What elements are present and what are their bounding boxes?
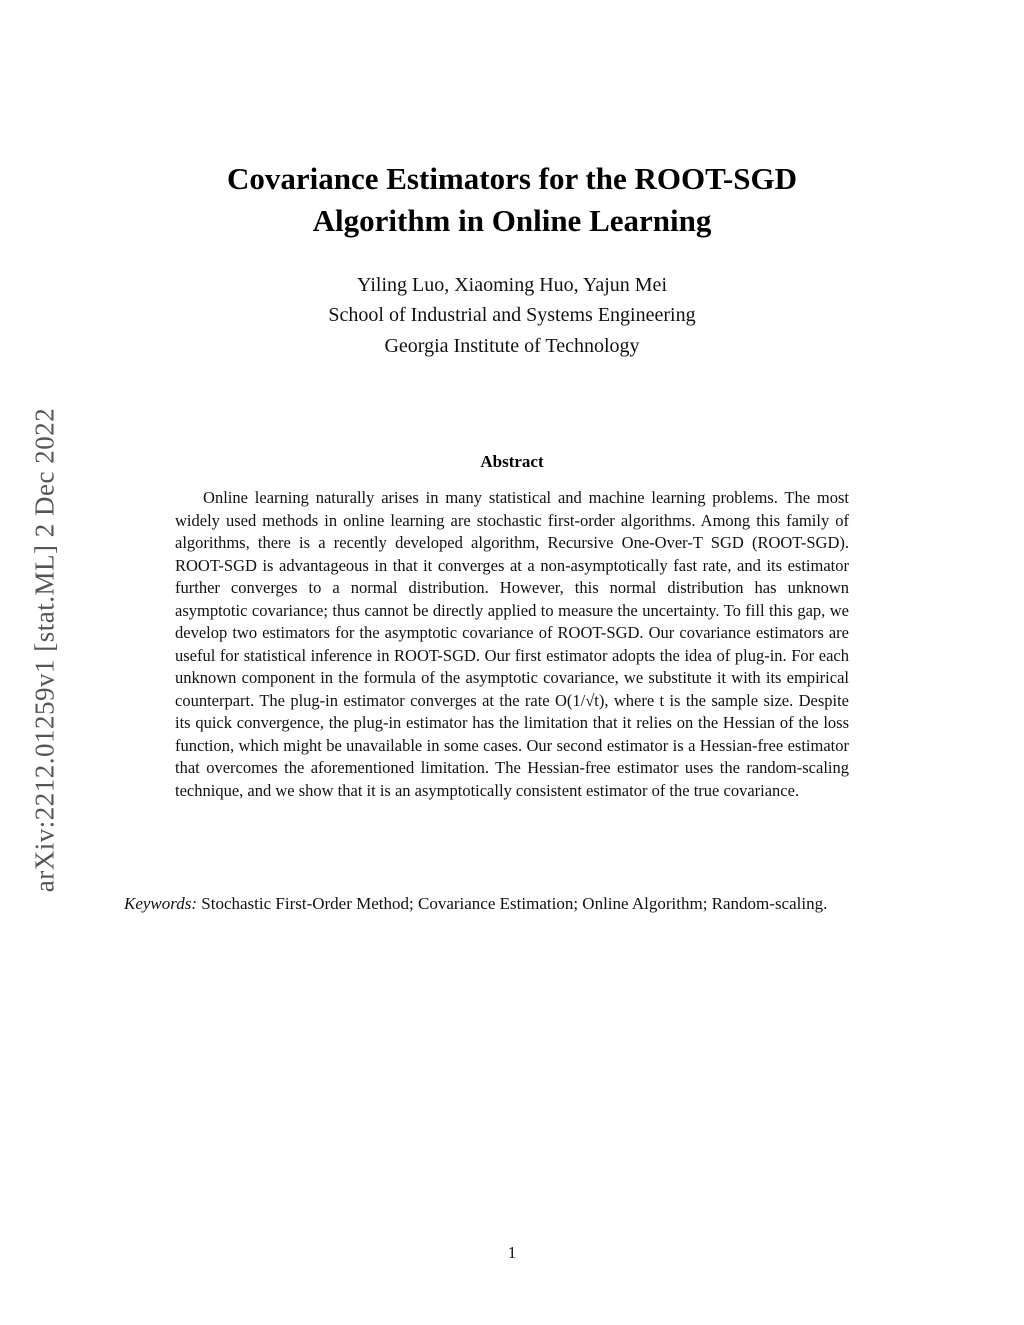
paper-title <box>0 158 1024 241</box>
page-number: 1 <box>507 1243 517 1262</box>
affiliation-line-2: Georgia Institute of Technology <box>384 334 640 357</box>
keywords-line <box>124 891 902 917</box>
paper-title-line-1: Covariance Estimators for the ROOT-SGD <box>226 161 798 196</box>
paper-title-line-2: Algorithm in Online Learning <box>312 202 712 238</box>
keywords-label: Keywords: <box>124 894 198 913</box>
arxiv-identifier-stamp: arXiv:2212.01259v1 [stat.ML] 2 Dec 2022 <box>29 407 60 893</box>
affiliation-line-1: School of Industrial and Systems Engineering <box>328 304 696 327</box>
authors-line: Yiling Luo, Xiaoming Huo, Yajun Mei <box>356 274 667 296</box>
keywords-text: Stochastic First-Order Method; Covariance Estimation; Online Algorithm; Random-scaling. <box>197 894 828 913</box>
authors-block <box>0 270 1024 361</box>
abstract-heading: Abstract <box>480 452 544 471</box>
abstract-text: Online learning naturally arises in many statistical and machine learning problems. The most widely used methods in online learning are stochastic first-order algorithms. Among this family of algorithms, there is a recently developed algorithm, Recursive One-Over-T SGD (ROOT-SGD). ROOT-SGD is advantageous in that it converges at a non-asymptotically fast rate, and its estimator further converges to a normal distribution. However, this normal distribution has unknown asymptotic covariance; thus cannot be directly applied to measure the uncertainty. To fill this gap, we develop two estimators for the asymptotic covariance of ROOT-SGD. Our covariance estimators are useful for statistical inference in ROOT-SGD. Our first estimator adopts the idea of plug-in. For each unknown component in the formula of the asymptotic covariance, we substitute it with its empirical counterpart. The plug-in estimator converges at the rate O(1/√t), where t is the sample size. Despite its quick convergence, the plug-in estimator has the limitation that it relies on the Hessian of the loss function, which might be unavailable in some cases. Our second estimator is a Hessian-free estimator that overcomes the aforementioned limitation. The Hessian-free estimator uses the random-scaling technique, and we show that it is an asymptotically consistent estimator of the true covariance. <box>175 488 849 800</box>
